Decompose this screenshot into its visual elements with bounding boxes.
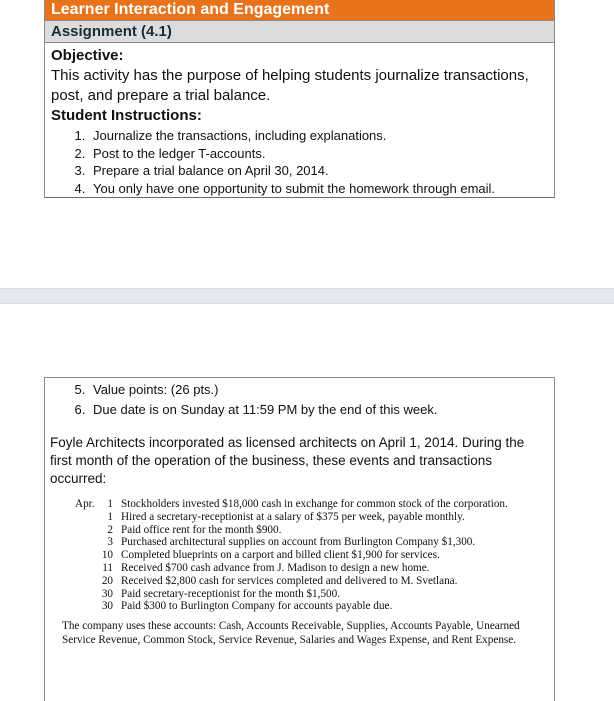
instructions-list-continued xyxy=(45,380,554,420)
list-item: 1. Journalize the transactions, including explanations. xyxy=(89,127,554,145)
month-cell xyxy=(75,600,97,613)
month-cell xyxy=(75,588,97,601)
objective-heading: Objective: xyxy=(51,47,124,64)
table-row xyxy=(75,511,535,524)
day-cell: 1 xyxy=(107,498,113,510)
description-cell: Paid office rent for the month $900. xyxy=(121,523,282,536)
table-row xyxy=(75,588,535,601)
list-item: 6. Due date is on Sunday at 11:59 PM by the end of this week. xyxy=(89,400,554,420)
instructions-list xyxy=(45,127,554,197)
description-cell: Paid secretary-receptionist for the month $1,500. xyxy=(121,587,341,600)
month-cell xyxy=(75,562,97,575)
page-separator xyxy=(0,288,614,304)
table-row xyxy=(75,575,535,588)
day-cell: 20 xyxy=(101,574,113,587)
list-item: 2. Post to the ledger T-accounts. xyxy=(89,145,554,163)
description-cell: Stockholders invested $18,000 cash in exchange for common stock of the corporation. xyxy=(121,498,508,510)
description-cell: Paid $300 to Burlington Company for accounts payable due. xyxy=(121,600,393,613)
month-cell: Apr. xyxy=(75,498,95,510)
month-cell xyxy=(75,575,97,588)
objective-text: This activity has the purpose of helping students journalize transactions, post, and prepare a trial balance. xyxy=(51,67,529,104)
description-cell: Received $700 cash advance from J. Madison to design a new home. xyxy=(121,561,430,574)
assignment-details-card xyxy=(44,377,555,701)
description-cell: Hired a secretary-receptionist at a salary of $375 per week, payable monthly. xyxy=(121,510,465,523)
accounts-note: The company uses these accounts: Cash, Accounts Receivable, Supplies, Accounts Payable, Unearned Service Revenue, Common Stock, Service Revenue, Salaries and Wages Expense, and Rent Expense. xyxy=(62,620,520,647)
day-cell: 10 xyxy=(101,549,113,562)
assignment-card xyxy=(44,0,555,198)
description-cell: Purchased architectural supplies on account from Burlington Company $1,300. xyxy=(121,536,476,549)
table-row xyxy=(75,549,535,562)
instructions-heading: Student Instructions: xyxy=(51,107,202,124)
day-cell: 1 xyxy=(107,510,113,523)
description-cell: Received $2,800 cash for services completed and delivered to M. Svetlana. xyxy=(121,574,458,587)
day-cell: 30 xyxy=(101,587,113,600)
problem-intro: Foyle Architects incorporated as licensed architects on April 1, 2014. During the first month of the operation of the business, these events and transactions occurred: xyxy=(50,435,525,486)
assignment-title: Assignment (4.1) xyxy=(45,20,554,43)
month-cell xyxy=(75,536,97,549)
section-header: Learner Interaction and Engagement xyxy=(45,0,554,20)
month-cell xyxy=(75,524,97,537)
description-cell: Completed blueprints on a carport and billed client $1,900 for services. xyxy=(121,549,440,562)
table-row xyxy=(75,536,535,549)
month-cell xyxy=(75,549,97,562)
list-item: 3. Prepare a trial balance on April 30, 2014. xyxy=(89,162,554,180)
day-cell: 3 xyxy=(107,536,113,549)
day-cell: 11 xyxy=(102,561,113,574)
list-item: 5. Value points: (26 pts.) xyxy=(89,380,554,400)
divider xyxy=(45,197,554,198)
table-row xyxy=(75,562,535,575)
day-cell: 30 xyxy=(101,600,113,613)
transactions-table xyxy=(75,498,535,613)
table-row xyxy=(75,498,535,511)
day-cell: 2 xyxy=(107,523,113,536)
month-cell xyxy=(75,511,97,524)
list-item: 4. You only have one opportunity to submit the homework through email. xyxy=(89,180,554,198)
table-row xyxy=(75,600,535,613)
table-row xyxy=(75,524,535,537)
